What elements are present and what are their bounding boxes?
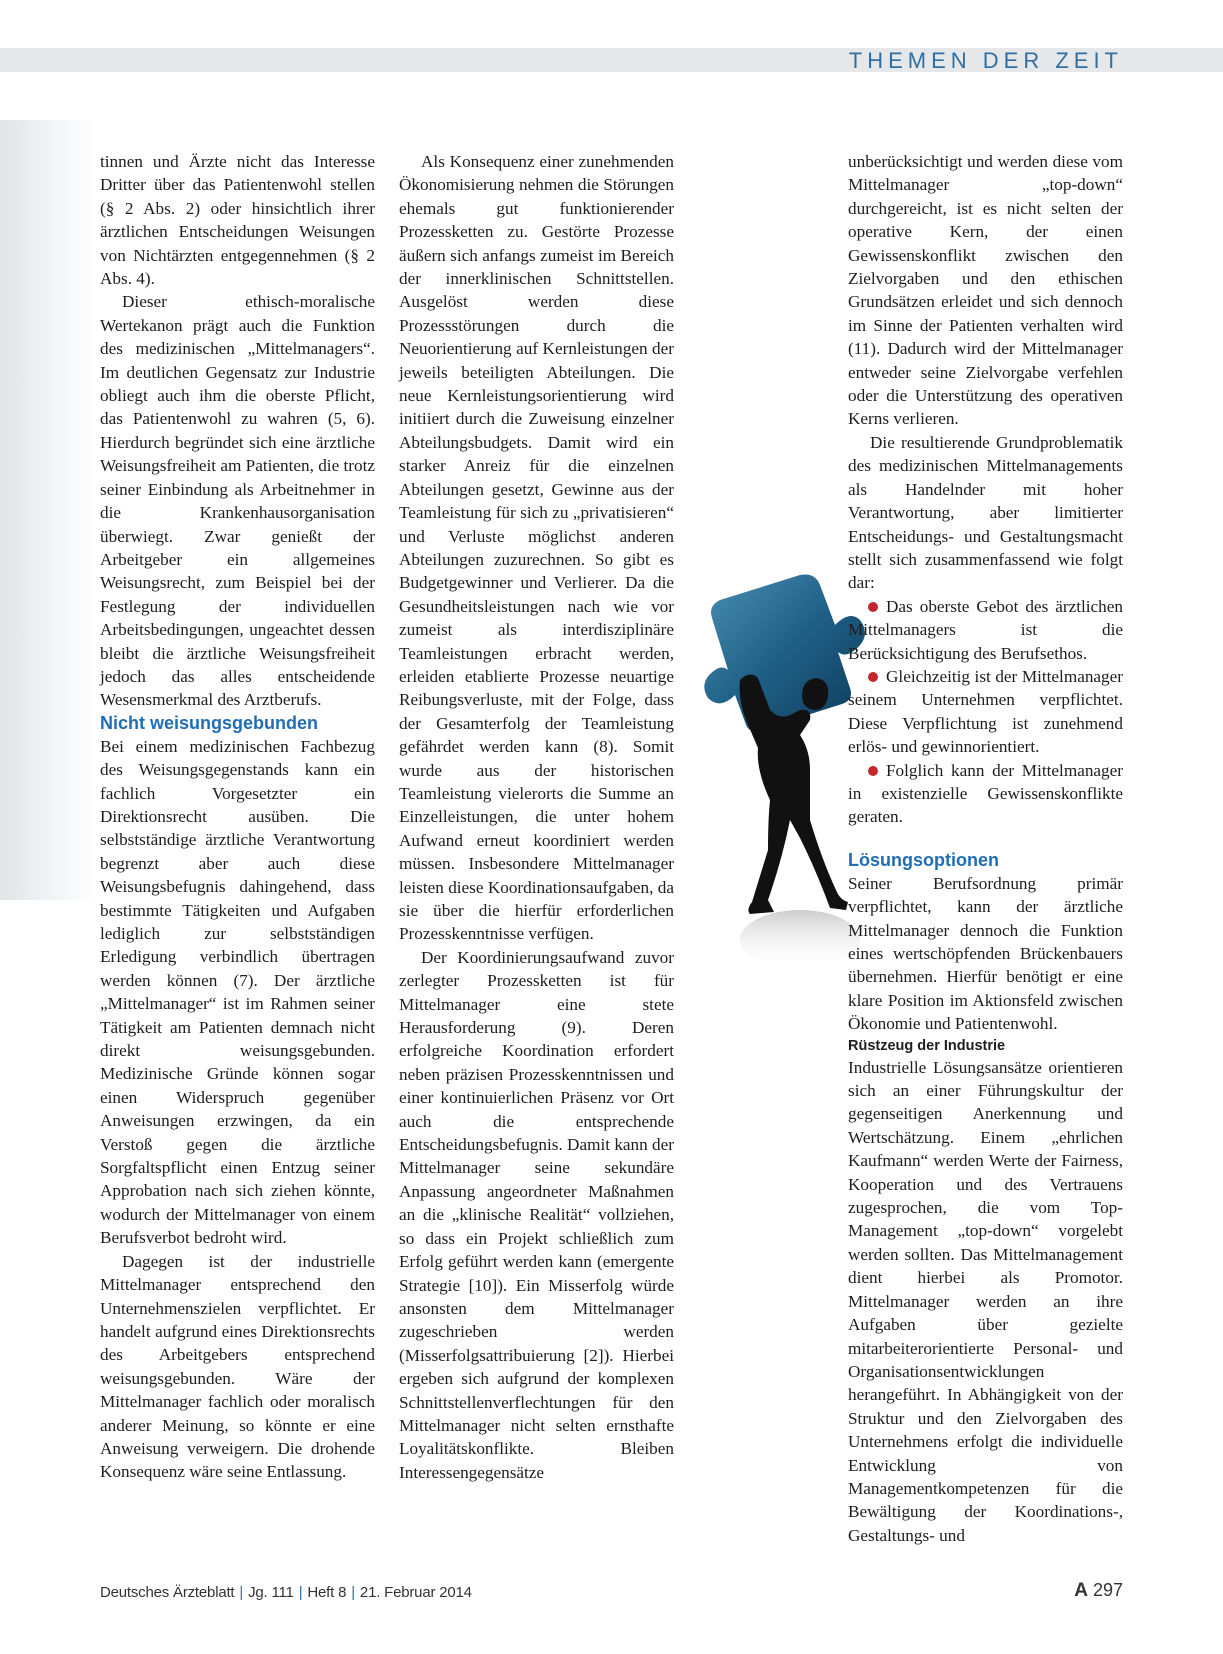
- page-number-value: 297: [1092, 1580, 1123, 1600]
- decorative-shade: [0, 120, 96, 900]
- paragraph: Dagegen ist der industrielle Mittelmanager entsprechend den Unternehmenszielen verpflichtet. Er handelt aufgrund eines Direktionsrechts des Arbeitgebers entsprechend weisungsgebunden. Wäre der Mittelmanager fachlich oder moralisch anderer Meinung, so könnte er eine Anweisung verweigern. Die drohende Konsequenz wäre seine Entlassung.: [100, 1251, 375, 1482]
- paragraph: Dieser ethisch-moralische Wertekanon prägt auch die Funktion des medizinischen „Mittelmanagers“. Im deutlichen Gegensatz zur Industrie obliegt auch ihm die oberste Pflicht, das Patientenwohl zu wahren (5, 6). Hierdurch begründet sich eine ärztliche Weisungsfreiheit am Patienten, die trotz seiner Einbindung als Arbeitnehmer in die Krankenhausorganisation überwiegt. Zwar genießt der Arbeitgeber ein allgemeines Weisungsrecht, zum Beispiel bei der Festlegung der individuellen Arbeitsbedingungen, ungeachtet dessen bleibt die ärztliche Weisungsfreiheit jedoch das alles entscheidende Wesensmerkmal des Arztberufs.: [100, 292, 375, 710]
- bullet-text: Folglich kann der Mittelmanager in existenzielle Gewissenskonflikte geraten.: [848, 760, 1123, 827]
- journal-date: 21. Februar 2014: [359, 1584, 472, 1601]
- text-column-2: [399, 150, 674, 1484]
- bullet-item: [848, 759, 1123, 829]
- bullet-text: Gleichzeitig ist der Mittelmanager seinem Unternehmen verpflichtet. Diese Verpflichtung ist zunehmend erlös- und gewinnorientiert.: [848, 666, 1123, 757]
- paragraph: Als Konsequenz einer zunehmenden Ökonomisierung nehmen die Störungen ehemals gut funktionierender Prozessketten zu. Gestörte Prozesse äußern sich anfangs zumeist im Bereich der innerklinischen Schnittstellen. Ausgelöst werden diese Prozessstörungen durch die Neuorientierung auf Kernleistungen der jeweils beteiligten Abteilungen. Die neue Kernleistungsorientierung wird initiiert durch die Zuweisung einzelner Abteilungsbudgets. Damit wird ein starker Anreiz für die einzelnen Abteilungen gesetzt, Gewinne aus der Teamleistung für sich zu „privatisieren“ und Verluste möglichst anderen Abteilungen zuzurechnen. So gibt es Budgetgewinner und Verlierer. Da die Gesundheitsleistungen nach wie vor zumeist als interdisziplinäre Teamleistungen erbracht werden, erleiden etablierte Prozesse neuartige Reibungsverluste, mit der Folge, dass der Gesamterfolg der Teamleistung gefährdet werden kann (8). Somit wurde aus der historischen Teamleistung vielerorts die Summe an Einzelleistungen, die unter hohem Aufwand erneut koordiniert werden müssen. Insbesondere Mittelmanager leisten diese Koordinationsaufgaben, da sie über die hierfür erforderlichen Prozesskenntnisse verfügen.: [399, 152, 674, 944]
- paragraph: Die resultierende Grundproblematik des medizinischen Mittelmanagements als Handelnder mit hoher Verantwortung, aber limitierter Entscheidungs- und Gestaltungsmacht stellt sich zusammenfassend wie folgt dar:: [848, 432, 1123, 593]
- section-heading: Lösungsoptionen: [848, 849, 999, 870]
- footer-citation: [100, 1584, 472, 1601]
- puzzle-man-illustration: [650, 570, 880, 990]
- section-heading: Nicht weisungsgebunden: [100, 712, 319, 733]
- paragraph: tinnen und Ärzte nicht das Interesse Dritter über das Patientenwohl stellen (§ 2 Abs. 2) oder hinsichtlich ihrer ärztlichen Entscheidungen Weisungen von Nichtärzten entgegennehmen (§ 2 Abs. 4).: [100, 152, 375, 289]
- paragraph: Der Koordinierungsaufwand zuvor zerlegter Prozessketten ist für Mittelmanager eine stete Herausforderung (9). Deren erfolgreiche Koordination erfordert neben präzisen Prozesskenntnissen und einer kontinuierlichen Präsenz vor Ort auch die entsprechende Entscheidungsbefugnis. Damit kann der Mittelmanager seine sekundäre Anpassung angeordneter Maßnahmen an die „klinische Realität“ vollziehen, so dass ein Projekt schließlich zum Erfolg geführt werden kann (emergente Strategie [10]). Ein Misserfolg würde ansonsten dem Mittelmanager zugeschrieben werden (Misserfolgsattribuierung [2]). Hierbei ergeben sich aufgrund der komplexen Schnittstellenverflechtungen für den Mittelmanager nicht selten ernsthafte Loyalitätskonflikte. Bleiben Interessengegensätze: [399, 947, 674, 1482]
- section-title: THEMEN DER ZEIT: [848, 48, 1123, 73]
- bullet-item: [848, 665, 1123, 759]
- bullet-dot-icon: [868, 672, 878, 682]
- subheading: Rüstzeug der Industrie: [848, 1037, 1006, 1054]
- text-column-1: [100, 150, 375, 1484]
- paragraph: Industrielle Lösungsansätze orientieren sich an einer Führungskultur der gegenseitigen Anerkennung und Wertschätzung. Einem „ehrlichen Kaufmann“ werden Werte der Fairness, Kooperation und des Vertrauens zugesprochen, die vom Top-Management „top-down“ vorgelebt werden sollten. Das Mittelmanagement dient hierbei als Promotor. Mittelmanager werden an ihre Aufgaben über gezielte mitarbeiterorientierte Personal- und Organisationsentwicklungen herangeführt. In Abhängigkeit von der Struktur und den Zielvorgaben des Unternehmens erfolgt die individuelle Entwicklung von Managementkompetenzen für die Bewältigung der Koordinations-, Gestaltungs- und: [848, 1057, 1123, 1545]
- puzzle-piece-icon: [704, 574, 865, 731]
- page-prefix: A: [1074, 1580, 1088, 1601]
- page-number: [1074, 1580, 1123, 1602]
- paragraph: Bei einem medizinischen Fachbezug des Weisungsgegenstands kann ein fachlich Vorgesetzter ein Direktionsrecht ausüben. Die selbstständige ärztliche Verantwortung begrenzt aber auch diese Weisungsbefugnis dahingehend, dass bestimmte Tätigkeiten und Aufgaben lediglich zur selbstständigen Erledigung verbindlich übertragen werden können (7). Der ärztliche „Mittelmanager“ ist im Rahmen seiner Tätigkeit am Patienten demnach nicht direkt weisungsgebunden. Medizinische Gründe können sogar einen Widerspruch gegenüber Anweisungen erzwingen, da ein Verstoß gegen die ärztliche Sorgfaltspflicht einen Entzug seiner Approbation nach sich ziehen könnte, wodurch der Mittelmanager von einem Berufsverbot bedroht wird.: [100, 736, 375, 1248]
- bullet-item: [848, 595, 1123, 665]
- journal-issue: Heft 8: [307, 1584, 347, 1601]
- paragraph: unberücksichtigt und werden diese vom Mittelmanager „top-down“ durchgereicht, ist es nicht selten der operative Kern, der einen Gewissenskonflikt zwischen den Zielvorgaben und den ethischen Grundsätzen erleidet und sich dennoch im Sinne der Patienten verhalten wird (11). Dadurch wird der Mittelmanager entweder seine Zielvorgabe verfehlen oder die Unterstützung des operativen Kerns verlieren.: [848, 152, 1123, 429]
- bullet-text: Das oberste Gebot des ärztlichen Mittelmanagers ist die Berücksichtigung des Berufsethos.: [848, 596, 1123, 663]
- footer-separator: |: [351, 1584, 355, 1601]
- text-column-3: [848, 150, 1123, 1547]
- bullet-dot-icon: [868, 766, 878, 776]
- footer-separator: |: [298, 1584, 303, 1601]
- bullet-dot-icon: [868, 602, 878, 612]
- footer-separator: |: [239, 1584, 244, 1601]
- journal-name: Deutsches Ärzteblatt: [100, 1584, 235, 1601]
- paragraph: Seiner Berufsordnung primär verpflichtet, kann der ärztliche Mittelmanager dennoch die Funktion eines wertschöpfenden Brückenbauers übernehmen. Hierfür benötigt er eine klare Position im Aktionsfeld zwischen Ökonomie und Patientenwohl.: [848, 873, 1123, 1034]
- journal-volume: Jg. 111: [248, 1584, 294, 1601]
